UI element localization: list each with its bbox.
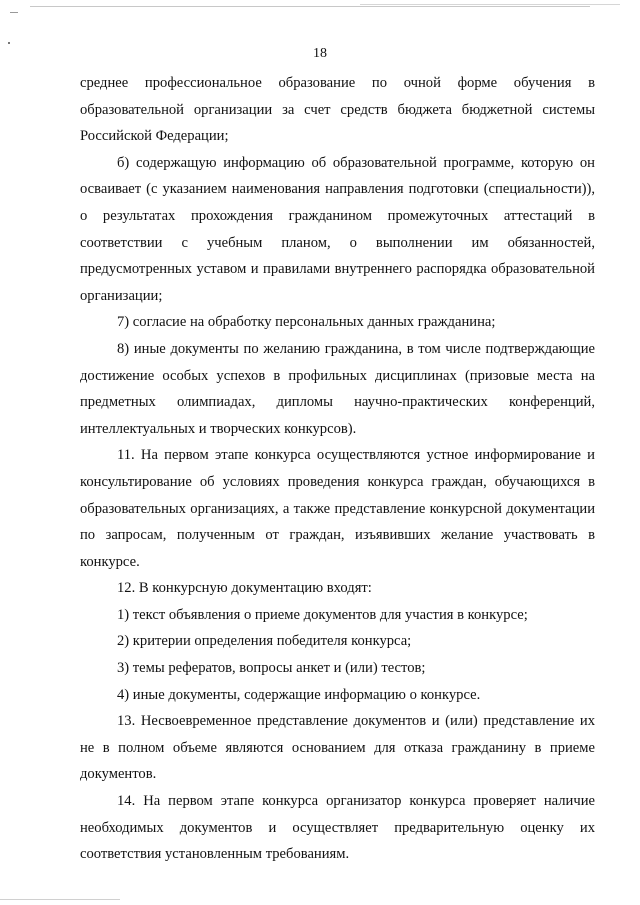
scan-artifact-line: [360, 4, 620, 5]
paragraph: 7) согласие на обработку персональных данных гражданина;: [117, 314, 496, 331]
paragraph: 11. На первом этапе конкурса осуществляются устное информирование и консультирование об условиях проведения конкурса граждан, обучающихся в образовательных организациях, а также представление конкурсной документации по запросам, полученным от граждан, изъявивших желание участвовать в конкурсе.: [80, 447, 595, 570]
paragraph: 4) иные документы, содержащие информацию о конкурсе.: [117, 686, 481, 703]
document-body: [80, 70, 595, 868]
paragraph: б) содержащую информацию об образовательной программе, которую он осваивает (с указанием наименования направления подготовки (специальности)), о результатах прохождения гражданином промежуточных аттестаций в соответствии с учебным планом, о выполнении им обязанностей, предусмотренных уставом и правилами внутреннего распорядка образовательной организации;: [80, 154, 595, 304]
scan-artifact-line: [0, 899, 120, 900]
page-number: 18: [313, 46, 327, 61]
paragraph: среднее профессиональное образование по очной форме обучения в образовательной организации за счет средств бюджета бюджетной системы Российской Федерации;: [80, 75, 595, 145]
scan-artifact-dot: [8, 42, 10, 44]
paragraph: 1) текст объявления о приеме документов для участия в конкурсе;: [117, 606, 528, 623]
paragraph: 2) критерии определения победителя конкурса;: [117, 633, 412, 650]
paragraph: 8) иные документы по желанию гражданина, в том числе подтверждающие достижение особых успехов в профильных дисциплинах (призовые места на предметных олимпиадах, дипломы научно-практических конференций, интеллектуальных и творческих конкурсов).: [80, 340, 595, 437]
scan-artifact-mark: [10, 12, 18, 13]
paragraph: 3) темы рефератов, вопросы анкет и (или) тестов;: [117, 660, 426, 677]
paragraph: 13. Несвоевременное представление документов и (или) представление их не в полном объеме являются основанием для отказа гражданину в приеме документов.: [80, 713, 595, 783]
paragraph: 12. В конкурсную документацию входят:: [117, 580, 372, 597]
scan-artifact-line: [30, 6, 590, 7]
paragraph: 14. На первом этапе конкурса организатор конкурса проверяет наличие необходимых документов и осуществляет предварительную оценку их соответствия установленным требованиям.: [80, 793, 595, 863]
